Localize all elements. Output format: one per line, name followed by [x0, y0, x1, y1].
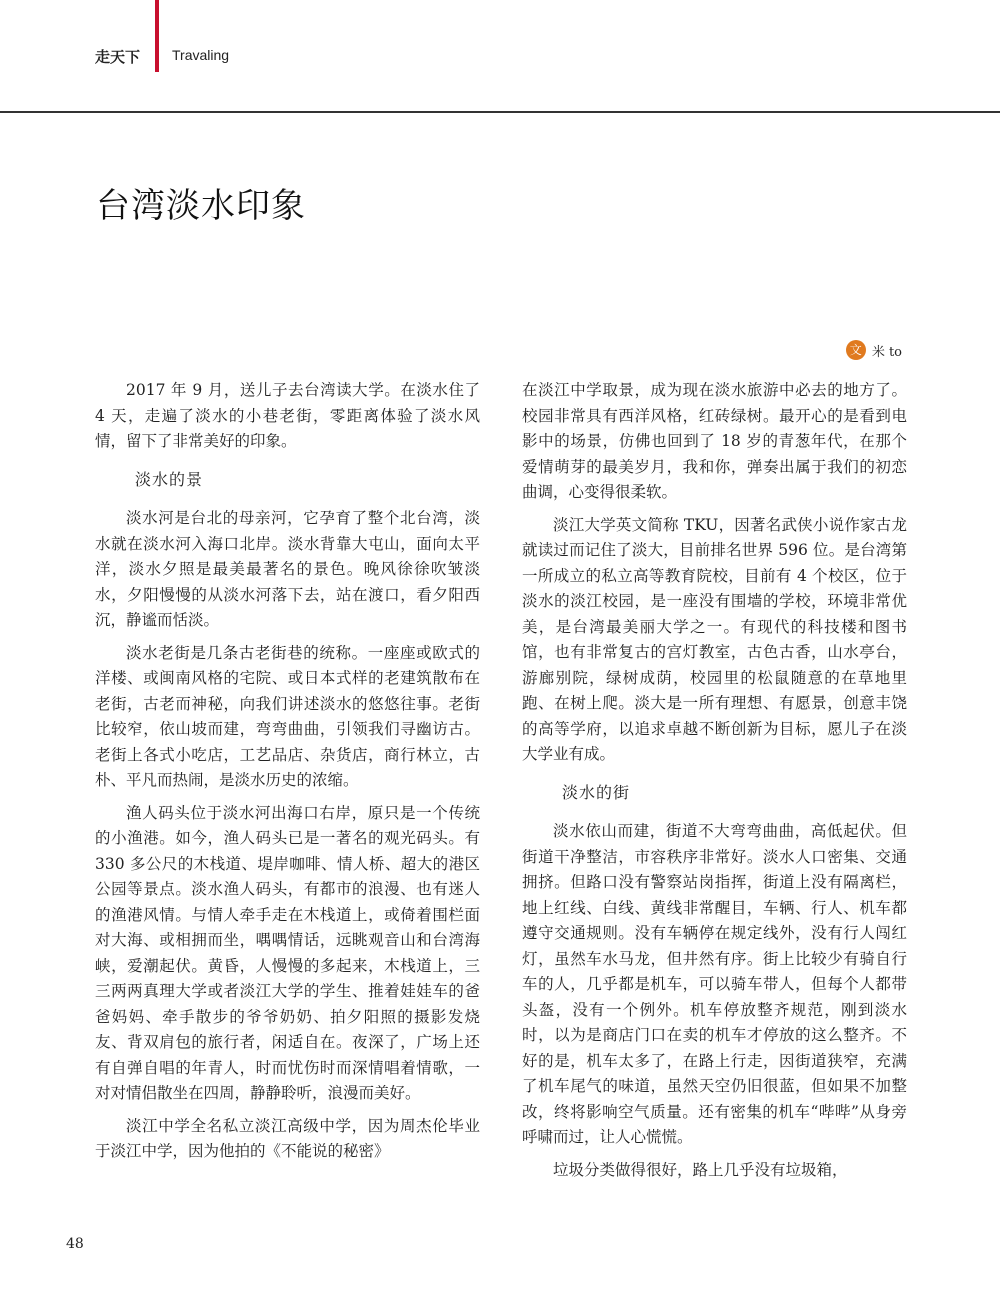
paragraph: 垃圾分类做得很好，路上几乎没有垃圾箱， [553, 1160, 848, 1179]
paragraph: 在淡江中学取景，成为现在淡水旅游中必去的地方了。校园非常具有西洋风格，红砖绿树。最开心的是看到电影中的场景，仿佛也回到了 18 岁的青葱年代，在那个爱情萌芽的最美岁月，我和你，弹奏出属于我们的初恋曲调，心变得很柔软。 [522, 381, 907, 501]
paragraph: 2017 年 9 月，送儿子去台湾读大学。在淡水住了 4 天，走遍了淡水的小巷老街，零距离体验了淡水风情，留下了非常美好的印象。 [95, 381, 480, 450]
page-number: 48 [66, 1236, 84, 1252]
paragraph: 淡水河是台北的母亲河，它孕育了整个北台湾，淡水就在淡水河入海口北岸。淡水背靠大屯山，面向太平洋，淡水夕照是最美最著名的景色。晚风徐徐吹皱淡水，夕阳慢慢的从淡水河落下去，站在渡口，看夕阳西沉，静谧而恬淡。 [95, 509, 480, 629]
paragraph: 淡水老街是几条古老街巷的统称。一座座或欧式的洋楼、或闽南风格的宅院、或日本式样的老建筑散布在老街，古老而神秘，向我们讲述淡水的悠悠往事。老街比较窄，依山坡而建，弯弯曲曲，引领我们寻幽访古。老街上各式小吃店，工艺品店、杂货店，商行林立，古朴、平凡而热闹，是淡水历史的浓缩。 [95, 643, 480, 789]
article-title: 台湾淡水印象 [96, 186, 306, 226]
paragraph: 渔人码头位于淡水河出海口右岸，原只是一个传统的小渔港。如今，渔人码头已是一著名的观光码头。有 330 多公尺的木栈道、堤岸咖啡、情人桥、超大的港区公园等景点。淡水渔人码头，有都市的浪漫、也有迷人的渔港风情。与情人牵手走在木栈道上，或倚着围栏面对大海、或相拥而坐，喁喁情话，远眺观音山和台湾海峡，爱潮起伏。黄昏，人慢慢的多起来，木栈道上，三三两两真理大学或者淡江大学的学生、推着娃娃车的爸爸妈妈、牵手散步的爷爷奶奶、拍夕阳照的摄影发烧友、背双肩包的旅行者，闲适自在。夜深了，广场上还有自弹自唱的年青人，时而忧伤时而深情唱着情歌，一对对情侣散坐在四周，静静聆听，浪漫而美好。 [95, 803, 480, 1102]
paragraph: 淡水依山而建，街道不大弯弯曲曲，高低起伏。但街道干净整洁，市容秩序非常好。淡水人口密集、交通拥挤。但路口没有警察站岗指挥，街道上没有隔离栏，地上红线、白线、黄线非常醒目，车辆、行人、机车都遵守交通规则。没有车辆停在规定线外，没有行人闯红灯，虽然车水马龙，但井然有序。街上比较少有骑自行车的人，几乎都是机车，可以骑车带人，但每个人都带头盔，没有一个例外。机车停放整齐规范，刚到淡水时，以为是商店门口在卖的机车才停放的这么整齐。不好的是，机车太多了，在路上行走，因街道狭窄，充满了机车尾气的味道，虽然天空仍旧很蓝，但如果不加整改，终将影响空气质量。还有密集的机车“哔哔”从身旁呼啸而过，让人心慌慌。 [522, 822, 907, 1146]
author-badge: 文 [846, 340, 866, 360]
right-column [522, 378, 907, 1190]
left-column [95, 378, 480, 1172]
section-heading: 淡水的景 [135, 469, 204, 489]
paragraph: 淡江大学英文简称 TKU，因著名武侠小说作家古龙就读过而记住了淡大，目前排名世界 596 位。是台湾第一所成立的私立高等教育院校，目前有 4 个校区，位于淡水的淡江校园，是一座没有围墙的学校，环境非常优美，是台湾最美丽大学之一。有现代的科技楼和图书馆，也有非常复古的宫灯教室，古色古香，山水亭台，游廊别院，绿树成荫，校园里的松鼠随意的在草地里跑、在树上爬。淡大是一所有理想、有愿景，创意丰饶的高等学府，以追求卓越不断创新为目标，愿儿子在淡大学业有成。 [522, 515, 907, 763]
section-name-cn: 走天下 [95, 48, 141, 66]
section-header [0, 40, 1000, 72]
header-divider [0, 111, 1000, 113]
paragraph: 淡江中学全名私立淡江高级中学，因为周杰伦毕业于淡江中学，因为他拍的《不能说的秘密》 [95, 1116, 480, 1160]
byline [846, 340, 902, 360]
section-heading: 淡水的街 [562, 782, 631, 802]
section-name-en: Travaling [172, 47, 230, 63]
author-name: 米 to [871, 344, 902, 360]
